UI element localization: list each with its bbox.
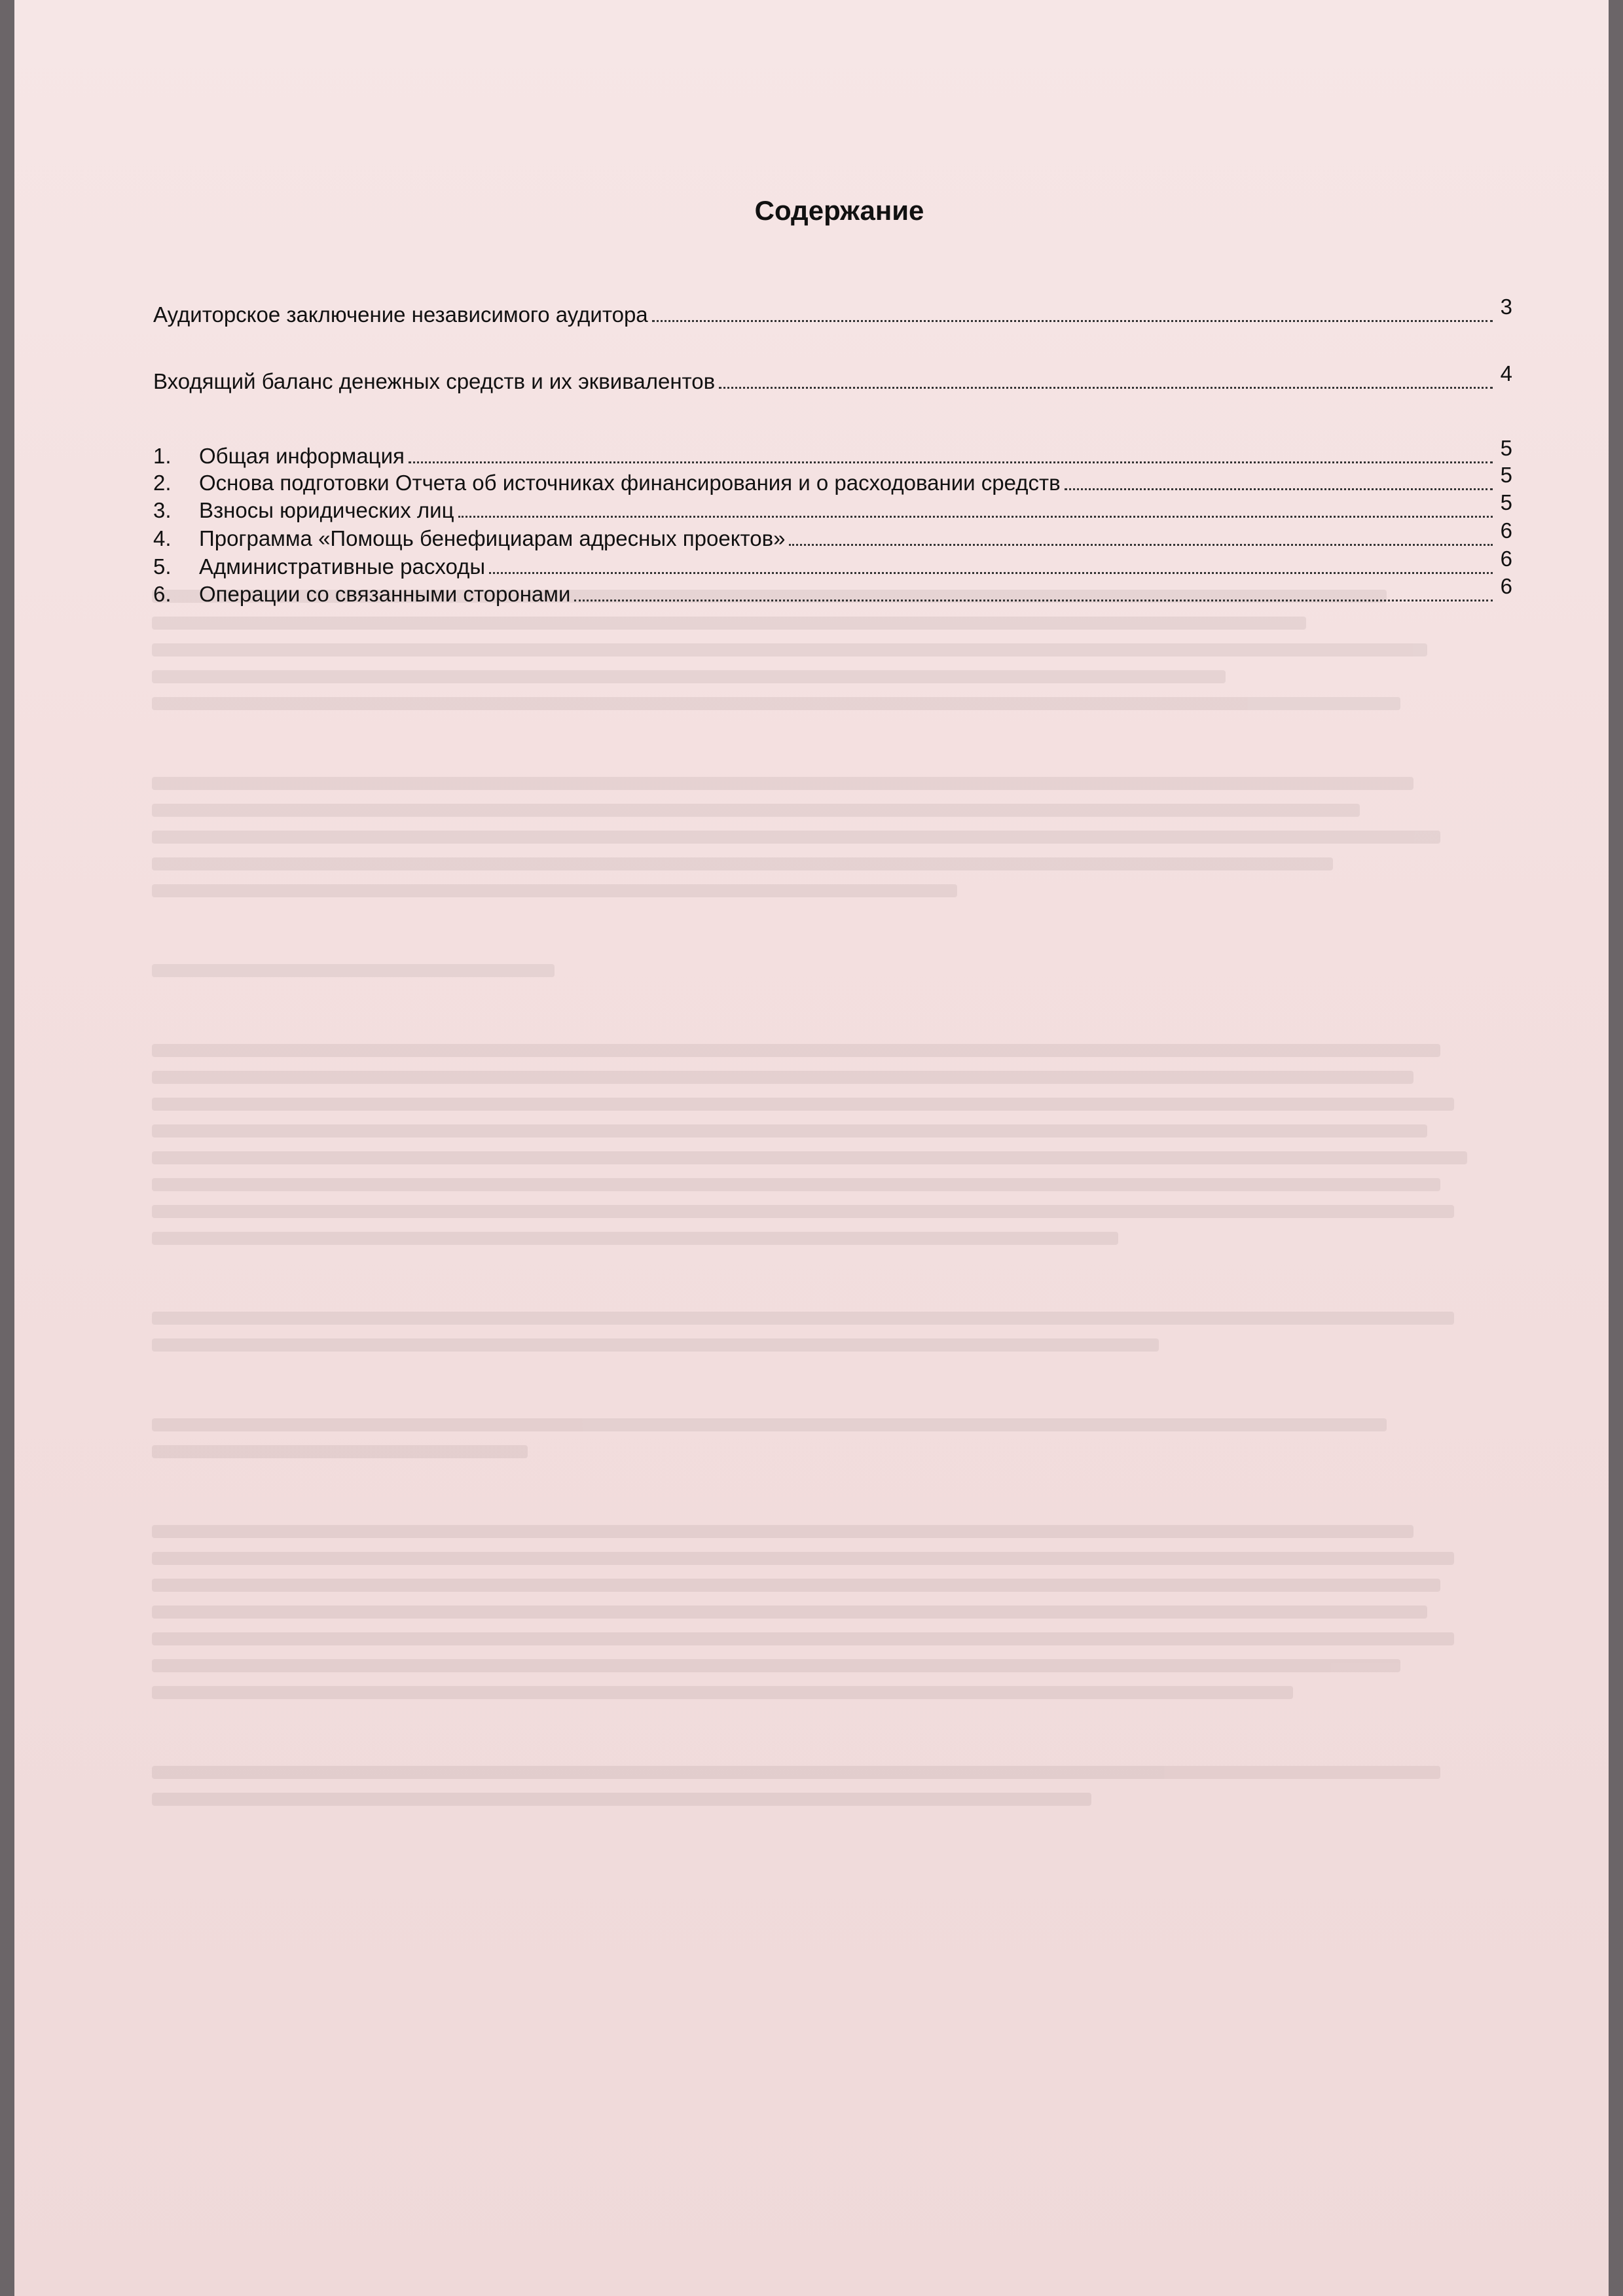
toc-entry-page: 5 <box>1500 490 1512 514</box>
toc-entry-text: Общая информация <box>199 444 405 468</box>
toc-entry-page: 6 <box>1500 547 1512 571</box>
toc-entry-page: 5 <box>1500 436 1512 460</box>
toc-entry <box>153 295 1512 327</box>
toc-leader <box>574 600 1493 601</box>
toc-entry-page: 5 <box>1500 463 1512 487</box>
page-title: Содержание <box>754 195 924 226</box>
toc-entry-page: 4 <box>1500 361 1512 386</box>
toc-entry-page: 3 <box>1500 295 1512 319</box>
toc-entry <box>153 361 1512 394</box>
toc-leader <box>489 572 1493 574</box>
toc-entry-number: 5. <box>153 554 172 579</box>
toc-leader <box>789 544 1493 546</box>
toc-entry-text: Входящий баланс денежных средств и их эквивалентов <box>153 369 716 393</box>
toc-entry-text: Аудиторское заключение независимого аудитора <box>153 302 648 327</box>
toc-entry-text: Программа «Помощь бенефициарам адресных проектов» <box>199 526 786 550</box>
toc-entry-number: 4. <box>153 526 172 550</box>
toc-entry <box>153 436 1512 469</box>
toc-entry-text: Основа подготовки Отчета об источниках финансирования и о расходовании средств <box>199 471 1061 495</box>
toc-entry-text: Административные расходы <box>199 554 486 579</box>
toc-entry-page: 6 <box>1500 518 1512 543</box>
toc-entry <box>153 518 1512 551</box>
toc-entry <box>153 463 1512 495</box>
toc-entry-number: 6. <box>153 582 172 606</box>
toc-entry-page: 6 <box>1500 574 1512 598</box>
toc-leader <box>458 516 1493 518</box>
toc-entry-text: Операции со связанными сторонами <box>199 582 571 606</box>
toc-entry <box>153 490 1512 523</box>
toc-entry <box>153 547 1512 579</box>
bleed-through-text <box>152 576 1494 1820</box>
toc-entry-number: 1. <box>153 444 172 468</box>
toc-leader <box>409 461 1493 463</box>
toc-entry-text: Взносы юридических лиц <box>199 498 454 522</box>
toc-entry-number: 3. <box>153 498 172 522</box>
toc-leader <box>719 387 1493 389</box>
document-page <box>14 0 1609 2296</box>
toc-entry <box>153 574 1512 607</box>
toc-leader <box>652 320 1493 322</box>
toc-leader <box>1065 488 1493 490</box>
toc-entry-number: 2. <box>153 471 172 495</box>
